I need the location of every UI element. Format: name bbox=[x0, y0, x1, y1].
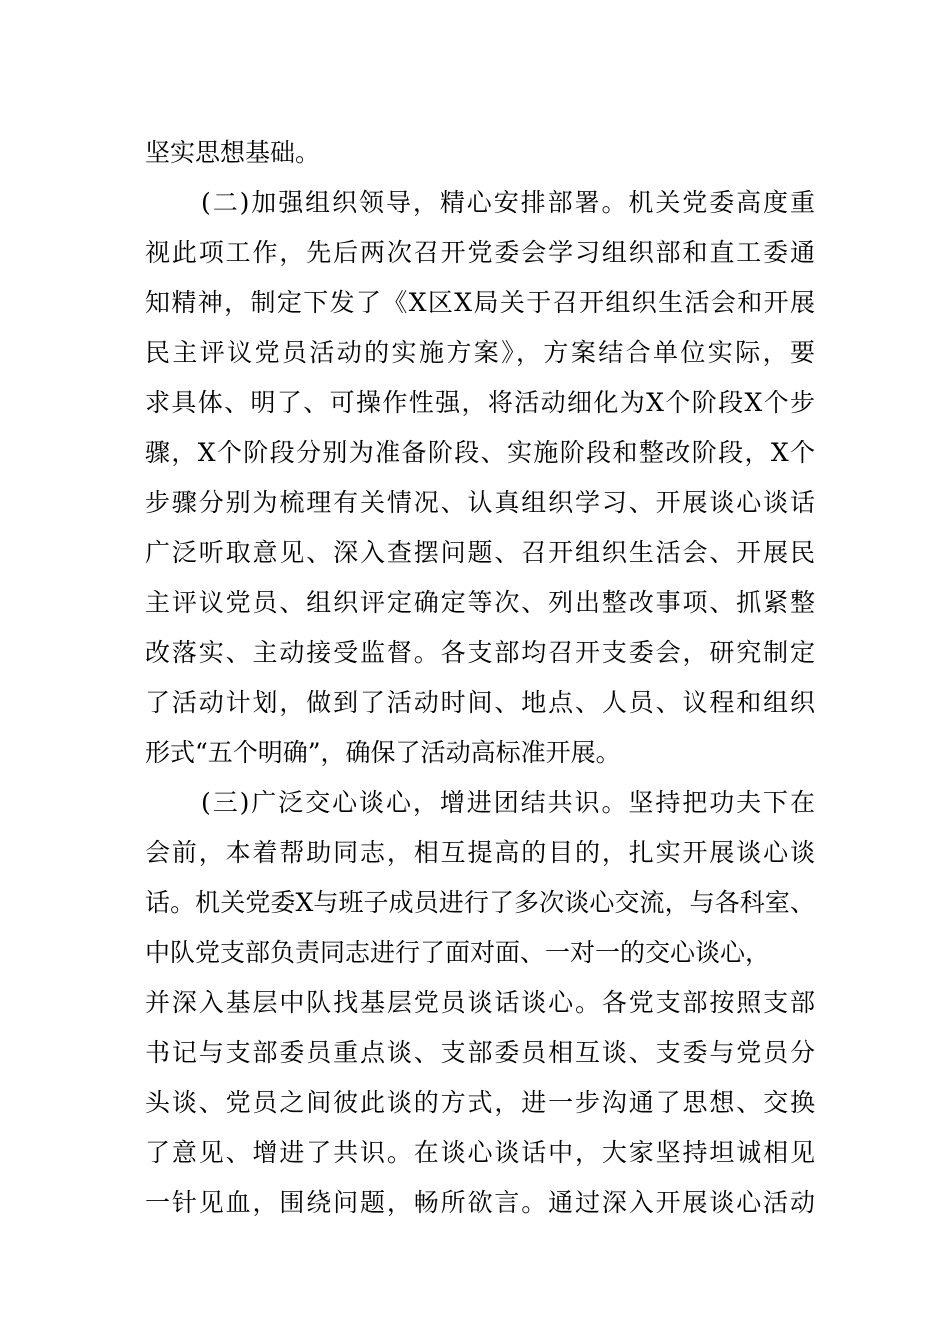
text-line: 改落实、主动接受监督。各支部均召开支委会，研究制定 bbox=[145, 638, 815, 667]
text-line: 话。机关党委X与班子成员进行了多次谈心交流，与各科室、 bbox=[145, 888, 815, 917]
text-line: 骤，X个阶段分别为准备阶段、实施阶段和整改阶段，X个 bbox=[145, 438, 815, 467]
text-line: 民主评议党员活动的实施方案》，方案结合单位实际，要 bbox=[145, 338, 815, 367]
text-line: 中队党支部负责同志进行了面对面、一对一的交心谈心， bbox=[145, 938, 771, 967]
text-line: 求具体、明了、可操作性强，将活动细化为X个阶段X个步 bbox=[145, 388, 815, 417]
text-line: 主评议党员、组织评定确定等次、列出整改事项、抓紧整 bbox=[145, 588, 815, 617]
text-line: 步骤分别为梳理有关情况、认真组织学习、开展谈心谈话 bbox=[145, 488, 815, 517]
text-line: 一针见血，围绕问题，畅所欲言。通过深入开展谈心活动 bbox=[145, 1188, 815, 1217]
text-line: 视此项工作，先后两次召开党委会学习组织部和直工委通 bbox=[145, 238, 815, 267]
text-line: 了活动计划，做到了活动时间、地点、人员、议程和组织 bbox=[145, 688, 815, 717]
text-line: 知精神，制定下发了《X区X局关于召开组织生活会和开展 bbox=[145, 288, 815, 317]
text-line: 会前，本着帮助同志，相互提高的目的，扎实开展谈心谈 bbox=[145, 838, 815, 867]
text-line: 并深入基层中队找基层党员谈话谈心。各党支部按照支部 bbox=[145, 988, 815, 1017]
text-line: 坚实思想基础。 bbox=[145, 138, 321, 167]
body-text bbox=[145, 128, 815, 1228]
text-line: 形式“五个明确”，确保了活动高标准开展。 bbox=[145, 738, 621, 767]
text-line-heading-3: (三)广泛交心谈心，增进团结共识。坚持把功夫下在 bbox=[201, 788, 815, 817]
text-line: 头谈、党员之间彼此谈的方式，进一步沟通了思想、交换 bbox=[145, 1088, 815, 1117]
text-line: 书记与支部委员重点谈、支部委员相互谈、支委与党员分 bbox=[145, 1038, 815, 1067]
text-line-heading-2: (二)加强组织领导，精心安排部署。机关党委高度重 bbox=[201, 188, 815, 217]
text-line: 了意见、增进了共识。在谈心谈话中，大家坚持坦诚相见 bbox=[145, 1138, 815, 1167]
text-line: 广泛听取意见、深入查摆问题、召开组织生活会、开展民 bbox=[145, 538, 815, 567]
